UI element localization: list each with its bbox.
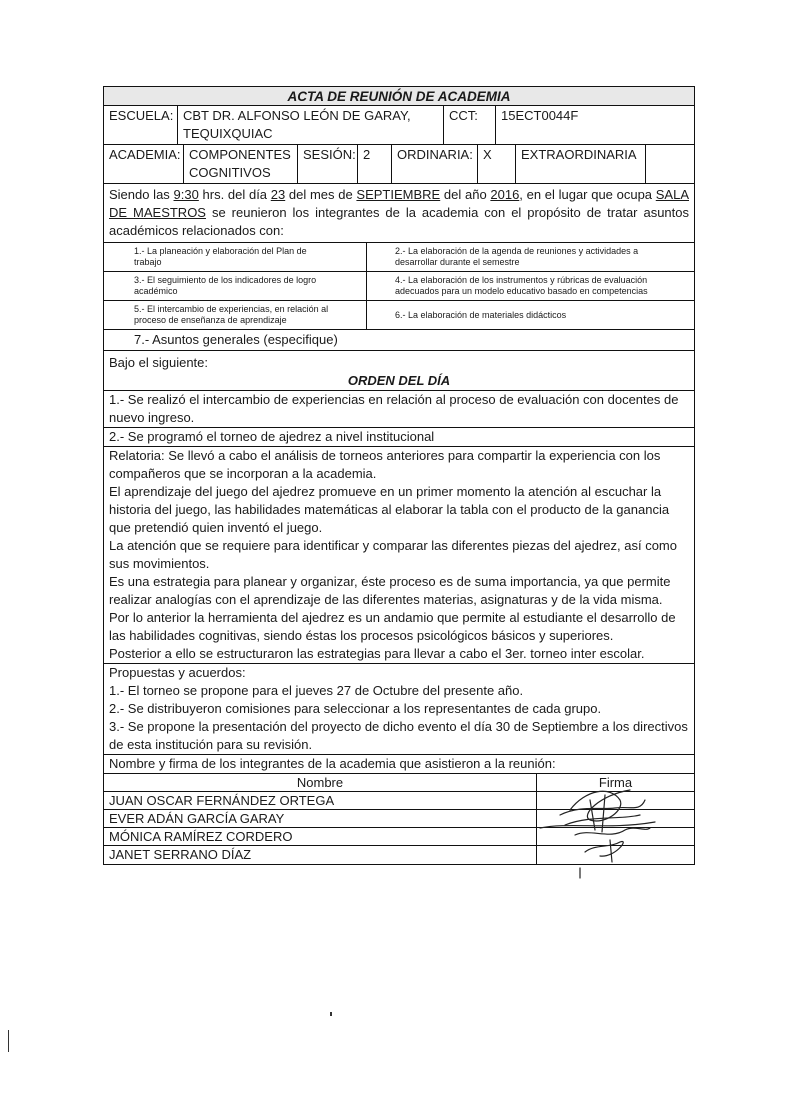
attendee-row [104, 828, 694, 846]
agenda-item-2 [104, 428, 694, 447]
cct-value: 15ECT0044F [501, 108, 579, 123]
proposal-item: 3.- Se propone la presentación del proyecto de dicho evento el día 30 de Septiembre a los directivos de esta institución para su revisión. [109, 719, 688, 752]
agenda-intro [104, 351, 694, 391]
agenda-item: 1.- Se realizó el intercambio de experiencias en relación al proceso de evaluación con docentes de nuevo ingreso. [109, 392, 679, 425]
proposal-item: 1.- El torneo se propone para el jueves 27 de Octubre del presente año. [109, 683, 524, 698]
form-title: ACTA DE REUNIÓN DE ACADEMIA [104, 87, 694, 106]
academy-label: ACADEMIA: [104, 145, 184, 183]
relatoria-paragraph: Relatoria: Se llevó a cabo el análisis de torneos anteriores para compartir la experiencia con los compañeros que se incorporan a la academia. [109, 448, 661, 481]
topic-item: 3.- El seguimiento de los indicadores de logro académico [104, 272, 367, 301]
attendee-name: EVER ADÁN GARCÍA GARAY [104, 810, 537, 827]
extraordinary-label: EXTRAORDINARIA [516, 145, 646, 183]
school-value: CBT DR. ALFONSO LEÓN DE GARAY, TEQUIXQUIAC [178, 106, 444, 144]
proposals-section [104, 664, 694, 755]
ordinary-value: X [478, 145, 516, 183]
intro-text: se reunieron los integrantes de la academia con el propósito de tratar asuntos académicos relacionados con: [109, 205, 689, 238]
cct-label: CCT: [444, 106, 496, 144]
attendees-header-row [104, 755, 694, 774]
meeting-minutes-form [103, 86, 695, 865]
name-column-header: Nombre [104, 774, 537, 791]
intro-place: SALA DE MAESTROS [109, 187, 689, 220]
attendee-signature [537, 846, 694, 864]
under-label: Bajo el siguiente: [109, 355, 209, 370]
agenda-item-1 [104, 391, 694, 428]
relatoria-section [104, 447, 694, 664]
intro-month: SEPTIEMBRE [356, 187, 441, 202]
intro-day: 23 [270, 187, 286, 202]
school-label: ESCUELA: [104, 106, 178, 144]
relatoria-paragraph: La atención que se requiere para identificar y comparar las diferentes piezas del ajedrez, así como sus movimientos. [109, 538, 677, 571]
intro-text: del mes de [285, 187, 357, 202]
session-value: 2 [358, 145, 392, 183]
topic-item: 1.- La planeación y elaboración del Plan de trabajo [104, 243, 367, 272]
topic-item: 5.- El intercambio de experiencias, en relación al proceso de enseñanza de aprendizaje [104, 301, 367, 330]
extraordinary-value [646, 145, 694, 183]
relatoria-paragraph: Por lo anterior la herramienta del ajedrez es un andamio que permite al estudiante el desarrollo de las habilidades cognitivas, siendo éstas los procesos psicológicos básicos y superiores. [109, 610, 676, 643]
topic-item: 4.- La elaboración de los instrumentos y rúbricas de evaluación adecuados para un modelo educativo basado en competencias [367, 272, 694, 301]
topic-item: 2.- La elaboración de la agenda de reuniones y actividades a desarrollar durante el semestre [367, 243, 694, 272]
academy-value: COMPONENTES COGNITIVOS [184, 145, 298, 183]
intro-text: hrs. del día [198, 187, 271, 202]
agenda-item: 2.- Se programó el torneo de ajedrez a nivel institucional [109, 429, 435, 444]
intro-text: Siendo las [109, 187, 174, 202]
topic-item: 7.- Asuntos generales (especifique) [134, 332, 338, 347]
topics-table [104, 243, 694, 351]
attendee-signature [537, 792, 694, 809]
relatoria-paragraph: Posterior a ello se estructuraron las estrategias para llevar a cabo el 3er. torneo inter escolar. [109, 646, 645, 661]
intro-time: 9:30 [173, 187, 199, 202]
relatoria-paragraph: Es una estrategia para planear y organizar, éste proceso es de suma importancia, ya que permite realizar analogías con el aprendizaje de las diferentes materias, asignaturas y de la vida misma. [109, 574, 671, 607]
attendees-header: Nombre y firma de los integrantes de la academia que asistieron a la reunión: [109, 756, 556, 771]
intro-year: 2016 [490, 187, 520, 202]
attendee-name: JUAN OSCAR FERNÁNDEZ ORTEGA [104, 792, 537, 809]
attendee-row [104, 846, 694, 864]
topic-item: 6.- La elaboración de materiales didácticos [367, 301, 694, 330]
scan-artifact [330, 1012, 332, 1016]
school-row [104, 106, 694, 145]
scan-artifact [8, 1030, 9, 1052]
academy-row [104, 145, 694, 184]
attendee-signature [537, 828, 694, 845]
signature-column-header: Firma [598, 775, 633, 790]
ordinary-label: ORDINARIA: [392, 145, 478, 183]
intro-text: del año [440, 187, 491, 202]
intro-paragraph [104, 184, 694, 243]
proposal-item: 2.- Se distribuyeron comisiones para seleccionar a los representantes de cada grupo. [109, 701, 602, 716]
intro-text: , en el lugar que ocupa [519, 187, 656, 202]
relatoria-paragraph: El aprendizaje del juego del ajedrez promueve en un primer momento la atención al escuchar la historia del juego, las habilidades matemáticas al elaborar la tabla con el producto de la ganancia que pretendió quien inventó el juego. [109, 484, 670, 535]
agenda-title: ORDEN DEL DÍA [347, 373, 451, 388]
attendee-row [104, 792, 694, 810]
proposals-heading: Propuestas y acuerdos: [109, 665, 246, 680]
attendees-column-headers [104, 774, 694, 792]
attendee-name: JANET SERRANO DÍAZ [104, 846, 537, 864]
attendees-table [104, 774, 694, 864]
attendee-signature [537, 810, 694, 827]
attendee-row [104, 810, 694, 828]
session-label: SESIÓN: [298, 145, 358, 183]
attendee-name: MÓNICA RAMÍREZ CORDERO [104, 828, 537, 845]
